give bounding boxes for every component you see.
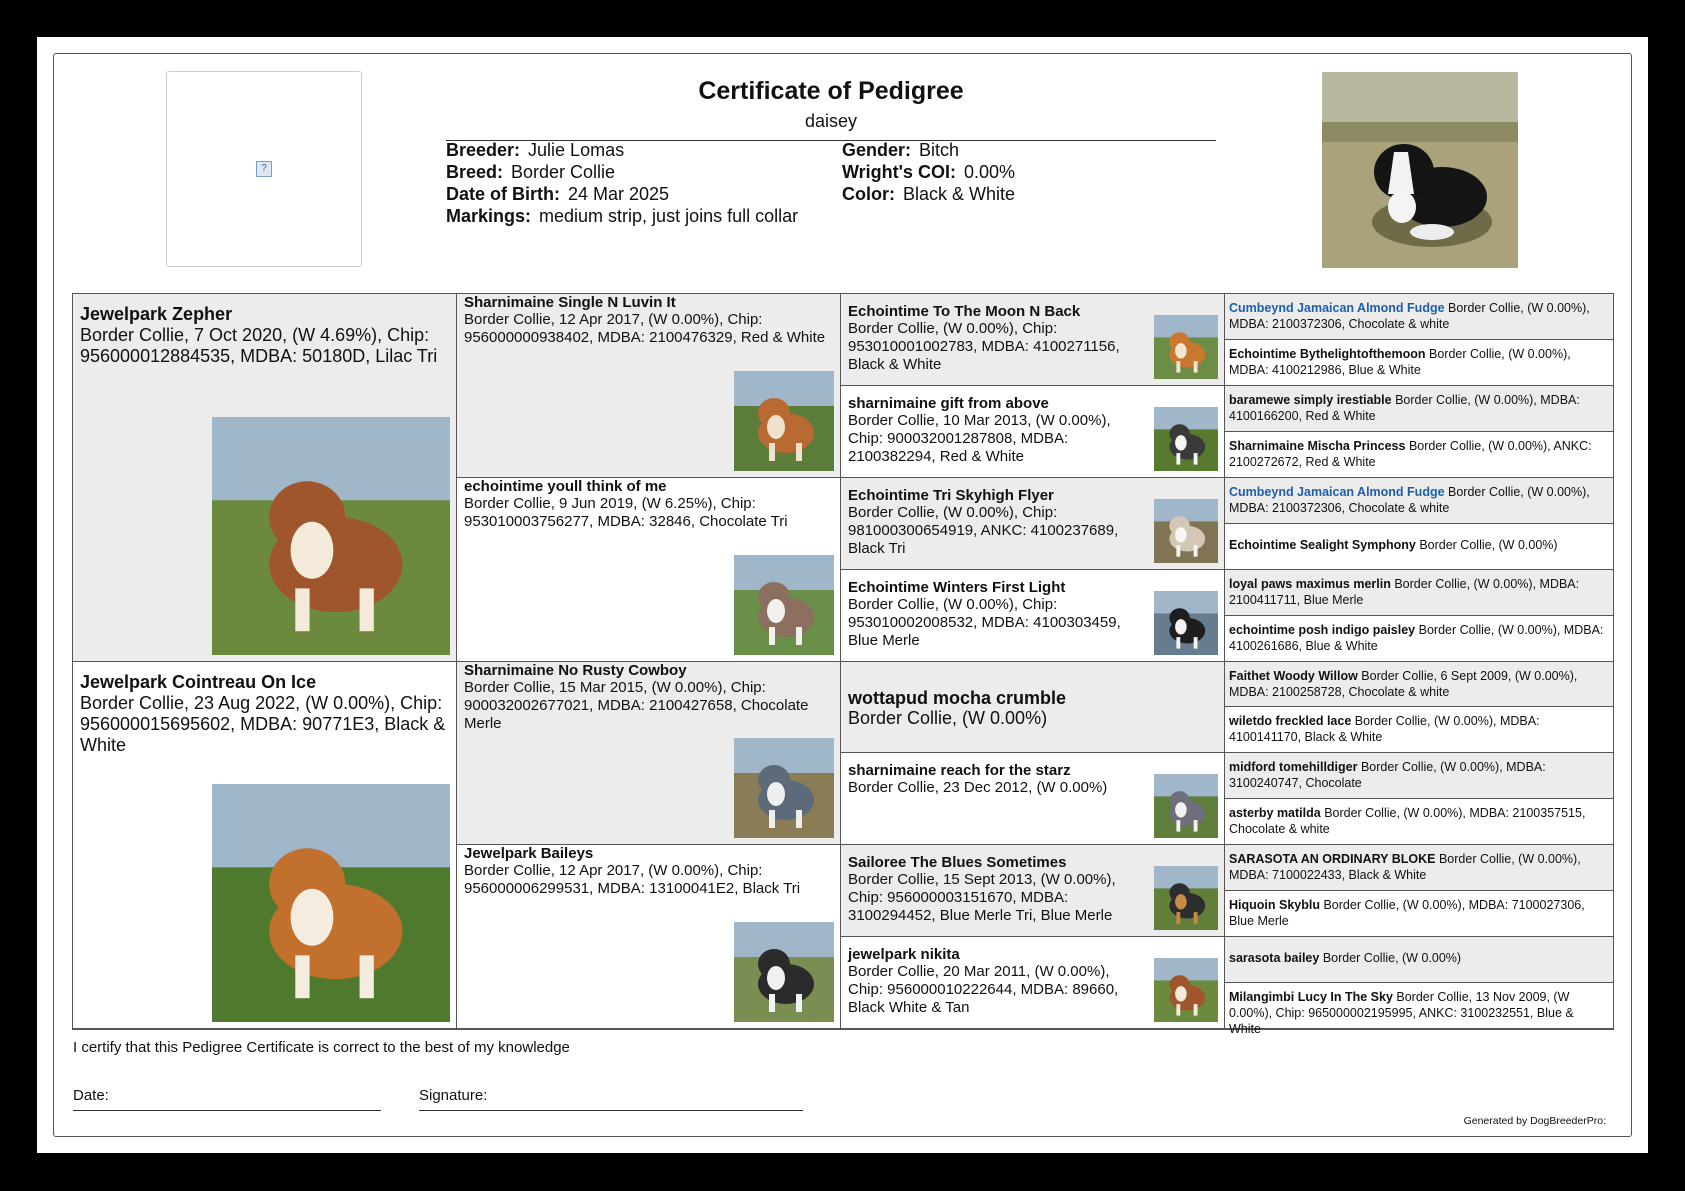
ancestor-details: Border Collie, 12 Apr 2017, (W 0.00%), Chip: 956000000938402, MDBA: 2100476329, Red & White: [464, 311, 826, 346]
ancestor-info: [841, 662, 1224, 729]
dog-photo: [734, 371, 834, 471]
ancestor-info: [1225, 294, 1613, 332]
broken-image-icon: ?: [256, 161, 272, 177]
ancestor-details: Border Collie, 13 Nov 2009, (W 0.00%), Chip: 965000002195995, ANKC: 3100232551, Blue & White: [1229, 990, 1574, 1037]
ancestor-details: Border Collie, (W 0.00%), Chip: 981000300654919, ANKC: 4100237689, Black Tri: [848, 503, 1119, 557]
ancestor-info: [1225, 432, 1613, 470]
pedigree-cell: [1225, 937, 1613, 983]
ancestor-details: Border Collie, (W 0.00%), Chip: 953010001002783, MDBA: 4100271156, Black & White: [848, 320, 1120, 373]
ancestor-details: Border Collie, (W 0.00%), MDBA: 7100022433, Black & White: [1229, 852, 1581, 883]
pedigree-cell: [1225, 891, 1613, 937]
ancestor-name: jewelpark nikita: [848, 946, 960, 964]
ancestor-details: Border Collie, (W 0.00%), MDBA: 4100261686, Blue & White: [1229, 622, 1604, 653]
ancestor-info: [1225, 983, 1613, 1037]
ancestor-details: Border Collie, 12 Apr 2017, (W 0.00%), Chip: 956000006299531, MDBA: 13100041E2, Black Tri: [464, 862, 801, 898]
color-label: Color:: [842, 184, 895, 204]
pedigree-cell: [1225, 524, 1613, 570]
ancestor-name: wottapud mocha crumble: [848, 687, 1067, 708]
ancestor-name: Jewelpark Cointreau On Ice: [80, 671, 317, 692]
pedigree-cell: [841, 386, 1225, 478]
ancestor-details: Border Collie, 20 Mar 2011, (W 0.00%), Chip: 956000010222644, MDBA: 89660, Black White & Tan: [848, 963, 1119, 1017]
ancestor-details: Border Collie, (W 0.00%): [848, 707, 1048, 728]
pedigree-cell: [1225, 845, 1613, 891]
pedigree-cell: [841, 570, 1225, 662]
certificate-title: Certificate of Pedigree: [698, 77, 964, 105]
gender-value: Bitch: [919, 140, 960, 160]
gender-info: [842, 140, 959, 161]
ancestor-details: Border Collie, (W 0.00%): [1319, 951, 1462, 966]
markings-info: [446, 206, 798, 227]
pedigree-cell: [1225, 294, 1613, 340]
ancestor-details: Border Collie, (W 0.00%), MDBA: 2100357515, Chocolate & white: [1229, 806, 1586, 837]
pedigree-cell: [457, 294, 841, 478]
ancestor-name: baramewe simply irestiable: [1229, 392, 1392, 407]
dog-photo: [1154, 315, 1218, 379]
pedigree-cell: [1225, 432, 1613, 478]
ancestor-info: [1225, 891, 1613, 929]
coi-value: 0.00%: [963, 162, 1015, 182]
breeder-label: Breeder:: [446, 140, 521, 160]
pedigree-cell: [1225, 340, 1613, 386]
pedigree-cell: [457, 478, 841, 662]
ancestor-details: Border Collie, 15 Mar 2015, (W 0.00%), Chip: 900032002677021, MDBA: 2100427658, Chocolate Merle: [464, 678, 809, 732]
dog-photo: [1154, 591, 1218, 655]
ancestor-details: Border Collie, (W 0.00%), Chip: 953010002008532, MDBA: 4100303459, Blue Merle: [848, 595, 1121, 649]
ancestor-details: Border Collie, (W 0.00%), MDBA: 3100240747, Chocolate: [1229, 760, 1546, 791]
pedigree-cell: [1225, 386, 1613, 432]
ancestor-name: sharnimaine gift from above: [848, 394, 1049, 412]
ancestor-details: Border Collie, (W 0.00%), MDBA: 4100141170, Black & White: [1229, 714, 1540, 745]
ancestor-details: Border Collie, 23 Dec 2012, (W 0.00%): [848, 779, 1108, 797]
breed-value: Border Collie: [511, 162, 616, 182]
pedigree-cell: [1225, 570, 1613, 616]
puppy-photo: [1322, 72, 1518, 268]
ancestor-name: Echointime Sealight Symphony: [1229, 537, 1416, 552]
pedigree-cell: [73, 662, 457, 1030]
breed-label: Breed:: [446, 162, 504, 182]
ancestor-name: Sailoree The Blues Sometimes: [848, 854, 1067, 872]
dog-photo: [734, 555, 834, 655]
ancestor-details: Border Collie, 15 Sept 2013, (W 0.00%), Chip: 956000003151670, MDBA: 3100294452, Blue Merle Tri, Blue Merle: [848, 871, 1116, 925]
color-info: [842, 184, 1015, 205]
dob-label: Date of Birth:: [446, 184, 560, 204]
signature-label: Signature:: [419, 1087, 488, 1104]
ancestor-name: Sharnimaine Single N Luvin It: [464, 294, 676, 311]
ancestor-info: [1225, 478, 1613, 516]
pedigree-cell: [841, 937, 1225, 1029]
ancestor-info: [1225, 799, 1613, 837]
dog-photo: [1154, 774, 1218, 838]
pedigree-cell: [1225, 662, 1613, 708]
ancestor-info: [73, 662, 456, 756]
pedigree-cell: [1225, 616, 1613, 662]
pedigree-table: [72, 293, 1614, 1037]
ancestor-info: [1225, 570, 1613, 608]
ancestor-info: [1225, 662, 1613, 700]
ancestor-name: Milangimbi Lucy In The Sky: [1229, 990, 1393, 1005]
dob-info: [446, 184, 669, 205]
pedigree-cell: [841, 753, 1225, 845]
markings-label: Markings:: [446, 206, 532, 226]
pedigree-cell: [841, 845, 1225, 937]
generated-by: Generated by DogBreederPro:: [1463, 1115, 1606, 1127]
ancestor-info: [1225, 524, 1613, 553]
coi-label: Wright's COI:: [842, 162, 956, 182]
ancestor-details: Border Collie, (W 0.00%), MDBA: 2100411711, Blue Merle: [1229, 576, 1580, 607]
ancestor-details: Border Collie, 10 Mar 2013, (W 0.00%), Chip: 900032001287808, MDBA: 2100382294, Red & White: [848, 411, 1111, 465]
pedigree-cell: [457, 845, 841, 1029]
ancestor-details: Border Collie, 6 Sept 2009, (W 0.00%), MDBA: 2100258728, Chocolate & white: [1229, 668, 1578, 699]
date-field: [73, 1087, 381, 1111]
pedigree-cell: [73, 294, 457, 662]
ancestor-info: [1225, 753, 1613, 791]
ancestor-details: Border Collie, 9 Jun 2019, (W 6.25%), Chip: 953010003756277, MDBA: 32846, Chocolate Tri: [464, 494, 788, 530]
ancestor-name: asterby matilda: [1229, 806, 1321, 821]
ancestor-name: echointime posh indigo paisley: [1229, 622, 1416, 637]
ancestor-name: Echointime Bythelightofthemoon: [1229, 346, 1426, 361]
pedigree-cell: [841, 662, 1225, 754]
ancestor-name: loyal paws maximus merlin: [1229, 576, 1391, 591]
ancestor-info: [1225, 386, 1613, 424]
ancestor-name: Echointime To The Moon N Back: [848, 303, 1081, 320]
ancestor-name: Jewelpark Baileys: [464, 845, 594, 863]
ancestor-name: Sharnimaine No Rusty Cowboy: [464, 661, 687, 679]
ancestor-name: wiletdo freckled lace: [1229, 714, 1352, 729]
color-value: Black & White: [903, 184, 1016, 204]
certify-statement: I certify that this Pedigree Certificate is correct to the best of my knowledge: [73, 1039, 570, 1056]
certificate-page: [37, 37, 1648, 1153]
ancestor-name: Hiquoin Skyblu: [1229, 898, 1320, 913]
ancestor-info: [457, 478, 840, 531]
ancestor-name: sarasota bailey: [1229, 951, 1320, 966]
ancestor-info: [457, 294, 840, 347]
breeder-info: [446, 140, 624, 161]
pedigree-cell: [1225, 753, 1613, 799]
dog-photo: [1154, 958, 1218, 1022]
ancestor-name: echointime youll think of me: [464, 477, 667, 495]
dog-photo: [1154, 866, 1218, 930]
ancestor-info: [1225, 340, 1613, 378]
ancestor-info: [73, 294, 456, 367]
ancestor-info: [1225, 616, 1613, 654]
dob-value: 24 Mar 2025: [568, 184, 670, 204]
ancestor-details: Border Collie, (W 0.00%), ANKC: 2100272672, Red & White: [1229, 438, 1592, 469]
ancestor-name-link[interactable]: Cumbeynd Jamaican Almond Fudge: [1229, 484, 1445, 499]
dog-photo: [1154, 499, 1218, 563]
dog-photo: [734, 738, 834, 838]
ancestor-info: [457, 662, 840, 733]
ancestor-details: Border Collie, (W 0.00%), MDBA: 7100027306, Blue Merle: [1229, 898, 1585, 929]
ancestor-name: midford tomehilldiger: [1229, 760, 1358, 775]
dog-photo: [212, 784, 450, 1022]
ancestor-name: Faithet Woody Willow: [1229, 668, 1358, 683]
signature-field: [419, 1087, 803, 1111]
dog-photo: [212, 417, 450, 655]
ancestor-info: [1225, 707, 1613, 745]
ancestor-name: sharnimaine reach for the starz: [848, 762, 1071, 780]
ancestor-details: Border Collie, (W 0.00%), MDBA: 2100372306, Chocolate & white: [1229, 301, 1590, 331]
ancestor-details: Border Collie, 23 Aug 2022, (W 0.00%), Chip: 956000015695602, MDBA: 90771E3, Black & White: [80, 692, 446, 755]
markings-value: medium strip, just joins full collar: [539, 206, 799, 226]
dog-name: daisey: [804, 111, 858, 131]
coi-info: [842, 162, 1015, 183]
date-label: Date:: [73, 1087, 109, 1104]
ancestor-details: Border Collie, 7 Oct 2020, (W 4.69%), Chip: 956000012884535, MDBA: 50180D, Lilac Tri: [80, 325, 438, 366]
ancestor-info: [457, 845, 840, 898]
ancestor-details: Border Collie, (W 0.00%), MDBA: 4100166200, Red & White: [1229, 392, 1580, 423]
gender-label: Gender:: [842, 140, 912, 160]
breed-info: [446, 162, 615, 183]
ancestor-name: Echointime Tri Skyhigh Flyer: [848, 486, 1054, 504]
ancestor-details: Border Collie, (W 0.00%), MDBA: 2100372306, Chocolate & white: [1229, 484, 1590, 515]
pedigree-cell: [1225, 707, 1613, 753]
pedigree-cell: [1225, 478, 1613, 524]
breeder-value: Julie Lomas: [528, 140, 625, 160]
ancestor-details: Border Collie, (W 0.00%), MDBA: 4100212986, Blue & White: [1229, 346, 1571, 377]
pedigree-cell: [1225, 799, 1613, 845]
pedigree-cell: [841, 478, 1225, 570]
dog-photo: [734, 922, 834, 1022]
dog-photo: [1154, 407, 1218, 471]
pedigree-cell: [1225, 983, 1613, 1037]
ancestor-info: [1225, 845, 1613, 883]
ancestor-details: Border Collie, (W 0.00%): [1415, 537, 1558, 552]
breeder-logo: [166, 71, 362, 267]
pedigree-cell: [841, 294, 1225, 386]
ancestor-name: Jewelpark Zepher: [80, 304, 233, 324]
ancestor-info: [1225, 937, 1613, 966]
pedigree-cell: [457, 662, 841, 846]
ancestor-name-link[interactable]: Cumbeynd Jamaican Almond Fudge: [1229, 301, 1445, 315]
ancestor-name: Echointime Winters First Light: [848, 578, 1066, 596]
ancestor-name: SARASOTA AN ORDINARY BLOKE: [1229, 852, 1436, 867]
ancestor-name: Sharnimaine Mischa Princess: [1229, 438, 1406, 453]
